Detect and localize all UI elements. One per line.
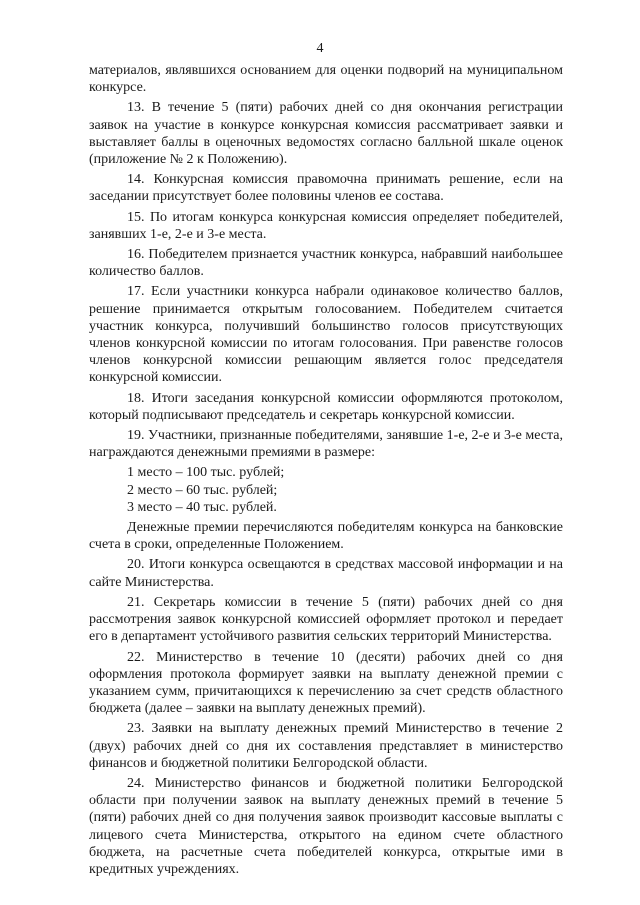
paragraph-19: 19. Участники, признанные победителями, занявшие 1-е, 2-е и 3-е места, награждаются денежными премиями в размере:: [89, 428, 563, 461]
paragraph-15: 15. По итогам конкурса конкурсная комиссия определяет победителей, занявших 1-е, 2-е и 3-е места.: [89, 209, 563, 242]
page-number: 4: [316, 41, 324, 56]
paragraph-13: 13. В течение 5 (пяти) рабочих дней со дня окончания регистрации заявок на участие в конкурсе конкурсная комиссия рассматривает заявки и выставляет баллы в оценочных ведомостях согласно балльной шкале оценок (приложение № 2 к Положению).: [89, 100, 563, 168]
paragraph-23: 23. Заявки на выплату денежных премий Министерство в течение 2 (двух) рабочих дней со дня их составления представляет в министерство финансов и бюджетной политики Белгородской области.: [89, 721, 563, 771]
prize-item-2: 2 место – 60 тыс. рублей;: [127, 482, 278, 498]
paragraph-18: 18. Итоги заседания конкурсной комиссии оформляются протоколом, который подписывают председатель и секретарь конкурсной комиссии.: [89, 390, 563, 423]
paragraph-14: 14. Конкурсная комиссия правомочна принимать решение, если на заседании присутствует более половины членов ее состава.: [89, 172, 563, 205]
paragraph-24: 24. Министерство финансов и бюджетной политики Белгородской области при получении заявок на выплату денежных премий в течение 5 (пяти) рабочих дней со дня получения заявок производит кассовые выплаты с лицевого счета Министерства, открытого на едином счете областного бюджета, на расчетные счета победителей конкурса, открытые ими в кредитных учреждениях.: [89, 775, 563, 877]
prize-item-1: 1 место – 100 тыс. рублей;: [127, 465, 285, 481]
document-body: [89, 62, 563, 881]
paragraph-17: 17. Если участники конкурса набрали одинаковое количество баллов, решение принимается открытым голосованием. Победителем считается участник конкурса, получивший большинство голосов присутствующих членов конкурсной комиссии по итогам голосования. При равенстве голосов членов конкурсной комиссии решающим является голос председателя конкурсной комиссии.: [89, 284, 563, 386]
prize-list: [89, 464, 563, 516]
paragraph-22: 22. Министерство в течение 10 (десяти) рабочих дней со дня оформления протокола формирует заявки на выплату денежной премии с указанием сумм, причитающихся к перечислению за счет средств областного бюджета (далее – заявки на выплату денежных премий).: [89, 649, 563, 717]
paragraph-prize-transfer: Денежные премии перечисляются победителям конкурса на банковские счета в сроки, определенные Положением.: [89, 520, 563, 553]
prize-item-3: 3 место – 40 тыс. рублей.: [127, 499, 277, 515]
paragraph-16: 16. Победителем признается участник конкурса, набравший наибольшее количество баллов.: [89, 247, 563, 280]
paragraph-continuation: материалов, являвшихся основанием для оценки подворий на муниципальном конкурсе.: [89, 63, 563, 96]
paragraph-20: 20. Итоги конкурса освещаются в средствах массовой информации и на сайте Министерства.: [89, 557, 563, 590]
paragraph-21: 21. Секретарь комиссии в течение 5 (пяти) рабочих дней со дня рассмотрения заявок конкурсной комиссией оформляет протокол и передает его в департамент устойчивого развития сельских территорий Министерства.: [89, 594, 563, 645]
